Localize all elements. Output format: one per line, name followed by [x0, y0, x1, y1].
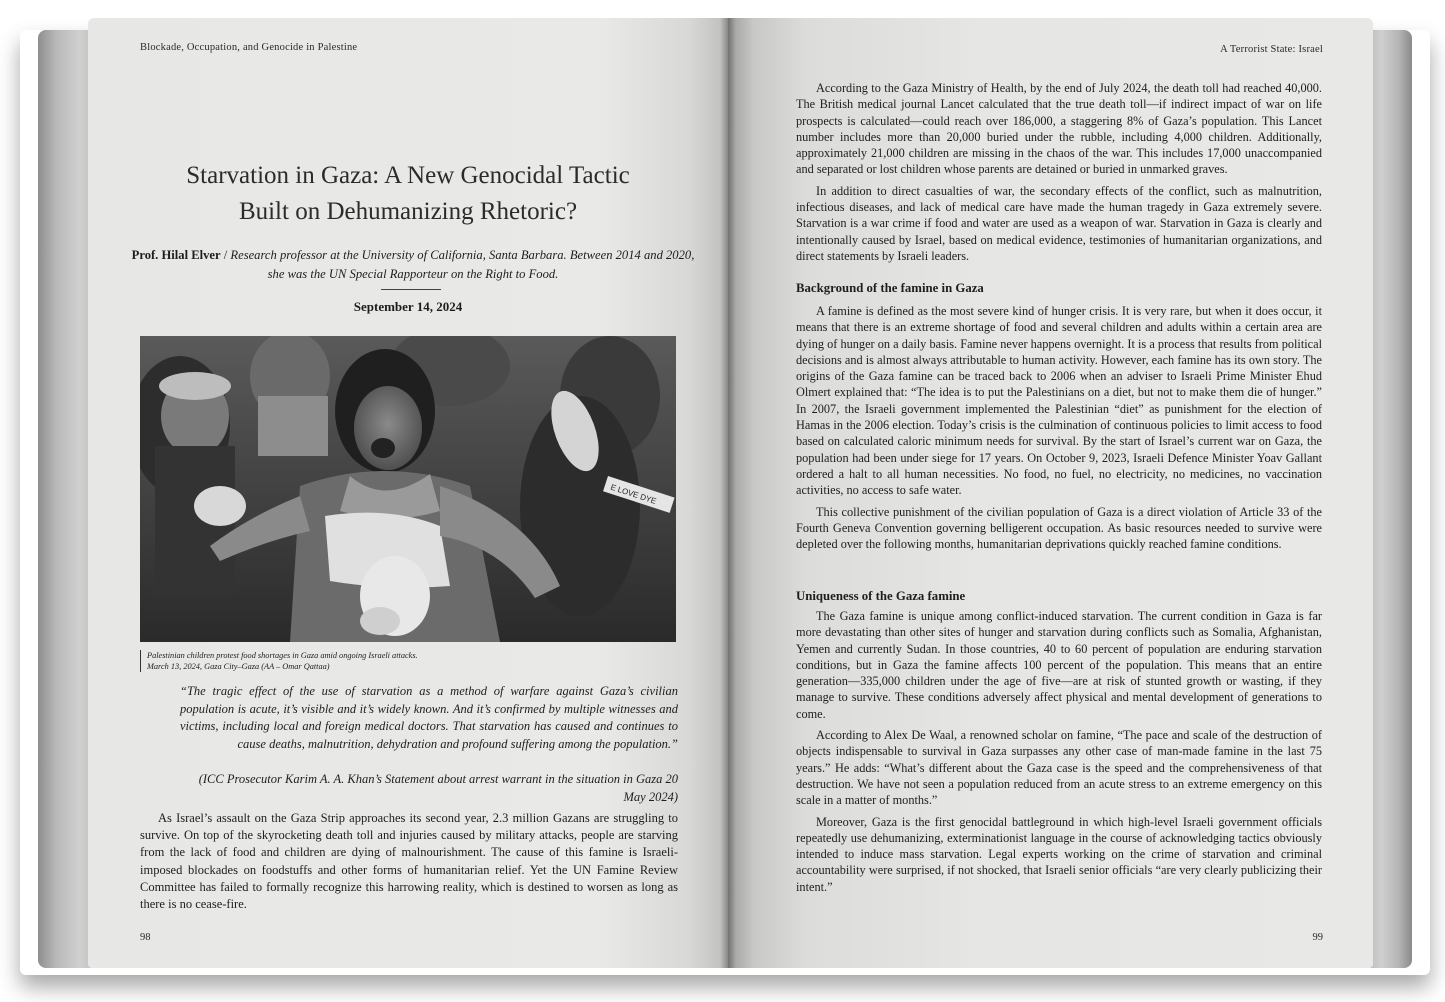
heading-uniqueness-famine: Uniqueness of the Gaza famine	[796, 589, 966, 603]
right-page-number: 99	[1312, 932, 1323, 943]
paragraph-collective-punishment: This collective punishment of the civilian population of Gaza is a direct violation of Article 33 of the Fourth Geneva Convention governing belligerent occupation. As basic resources needed to survive were depleted over the following months, humanitarian deprivations quickly reached famine conditions.	[796, 504, 1322, 552]
right-section-uniqueness	[796, 608, 1322, 900]
heading-background-famine: Background of the famine in Gaza	[796, 281, 984, 295]
left-page	[88, 18, 728, 968]
paragraph-genocidal-battleground: Moreover, Gaza is the first genocidal battleground in which high-level Israeli government officials repeatedly use dehumanizing, exterminationist language in the course of acknowledging tactics obviously intended to induce mass starvation. Legal experts working on the crime of starvation and criminal accountability were surprised, if not shocked, that Israeli senior officials “are very clearly publicizing their intent.”	[796, 814, 1322, 894]
author-byline	[128, 246, 698, 284]
right-section-intro	[796, 80, 1322, 269]
photo-caption-line-1: Palestinian children protest food shortages in Gaza amid ongoing Israeli attacks.	[147, 651, 418, 660]
title-line-2: Built on Dehumanizing Rhetoric?	[238, 198, 578, 225]
epigraph-source: (ICC Prosecutor Karim A. A. Khan’s Statement about arrest warrant in the situation in Gaza 20 May 2024)	[198, 772, 678, 804]
right-section-background	[796, 303, 1322, 557]
author-bio: Research professor at the University of California, Santa Barbara. Between 2014 and 2020, she was the UN Special Rapporteur on the Right to Food.	[230, 248, 695, 281]
photo-sign-text: E LOVE DYE	[609, 482, 658, 506]
paragraph-de-waal: According to Alex De Waal, a renowned scholar on famine, “The pace and scale of the destruction of objects indispensable to survival in Gaza surpasses any other case of man-made famine in the last 75 years.” He adds: “What’s different about the Gaza case is the speed and the comprehensiveness of that destruction. We have not seen a population reduced from an acute stress to an extreme emergency on this scale in a matter of months.”	[796, 728, 1322, 808]
right-running-head: A Terrorist State: Israel	[1220, 44, 1323, 55]
left-running-head: Blockade, Occupation, and Genocide in Palestine	[140, 42, 358, 53]
author-name: Prof. Hilal Elver	[131, 248, 221, 262]
title-line-1: Starvation in Gaza: A New Genocidal Tactic	[186, 162, 630, 189]
right-page-stack	[1368, 30, 1412, 968]
photo-caption	[140, 650, 667, 672]
paragraph-secondary-effects: In addition to direct casualties of war, the secondary effects of the conflict, such as malnutrition, infectious diseases, and lack of medical care have made the human tragedy in Gaza extremely severe. Starvation is a war crime if food and water are used as a weapon of war. Starvation in Gaza is clearly and intentionally caused by Israel, based on medical evidence, testimonies of humanitarian organizations, and direct statements by Israeli leaders.	[796, 183, 1322, 263]
left-page-number: 98	[140, 932, 151, 943]
right-page	[728, 18, 1373, 968]
epigraph-quote: “The tragic effect of the use of starvation as a method of warfare against Gaza’s civilian population is acute, it’s visible and it’s widely known. And it’s confirmed by multiple witnesses and victims, including local and foreign medical doctors. That starvation has caused and continues to cause deaths, malnutrition, dehydration and profound suffering among the population.”	[180, 684, 678, 751]
paragraph-death-toll: According to the Gaza Ministry of Health, by the end of July 2024, the death toll had reached 40,000. The British medical journal Lancet calculated that the true death toll—if indirect impact of war on life prospects is calculated—could reach over 186,000, a staggering 8% of Gaza’s population. This Lancet number includes more than 20,000 buried under the rubble, including 4,000 children. Additionally, approximately 21,000 children are missing in the chaos of the war. This includes 17,000 unaccompanied and separated or lost children whose parents are detained or buried in unmarked graves.	[796, 81, 1322, 177]
article-photo	[140, 336, 676, 642]
author-separator: /	[220, 248, 231, 262]
divider-rule	[381, 289, 441, 290]
photo-caption-line-2: March 13, 2024, Gaza City–Gaza (AA – Omar Qattaa)	[147, 662, 330, 671]
paragraph-famine-definition: A famine is defined as the most severe kind of hunger crisis. It is very rare, but when it does occur, it means that there is an extreme shortage of food and several children and adults within a certain area are dying of hunger on a daily basis. Famine never happens overnight. It is a process that results from political decisions and is almost always attributable to human activity. However, each famine has its own story. The origins of the Gaza famine can be traced back to 2006 when an adviser to Israeli Prime Minister Ehud Olmert explained that: “The idea is to put the Palestinians on a diet, but not to make them die of hunger.” In 2007, the Israeli government implemented the Palestinian “diet” as punishment for the election of Hamas in the 2006 election. Today’s crisis is the culmination of continuous policies to limit access to food based on calculated caloric minimum needs for survival. By the start of Israel’s current war on Gaza, the population had been under siege for 17 years. On October 9, 2023, Israeli Defence Minister Yoav Gallant ordered a halt to all human necessities. No food, no fuel, no electricity, no medicines, no vaccination activities, no access to safe water.	[796, 304, 1322, 498]
left-body-paragraph: As Israel’s assault on the Gaza Strip approaches its second year, 2.3 million Gazans are struggling to survive. On top of the skyrocketing death toll and injuries caused by military attacks, people are starving from the lack of food and children are dying of malnourishment. The cause of this famine is Israeli-imposed blockades on foodstuffs and other forms of humanitarian relief. Yet the UN Famine Review Committee has failed to formally recognize this harrowing reality, which is destined to worsen as long as there is no cease-fire.	[140, 811, 678, 912]
article-title	[128, 158, 688, 230]
book-gutter	[720, 18, 736, 968]
paragraph-unique-famine: The Gaza famine is unique among conflict-induced starvation. The current condition in Gaza is far more devastating than other sites of hunger and starvation during conflicts such as Somalia, Afghanistan, Yemen and currently Sudan. In those countries, 40 to 60 percent of population are enduring starvation conditions, but in Gaza the famine affects 100 percent of the population. This means that an entire generation—335,000 children under the age of five—are at risk of stunted growth or wasting, if they manage to survive. These conditions adversely affect physical and mental development of generations to come.	[796, 609, 1322, 721]
article-date: September 14, 2024	[353, 299, 463, 314]
